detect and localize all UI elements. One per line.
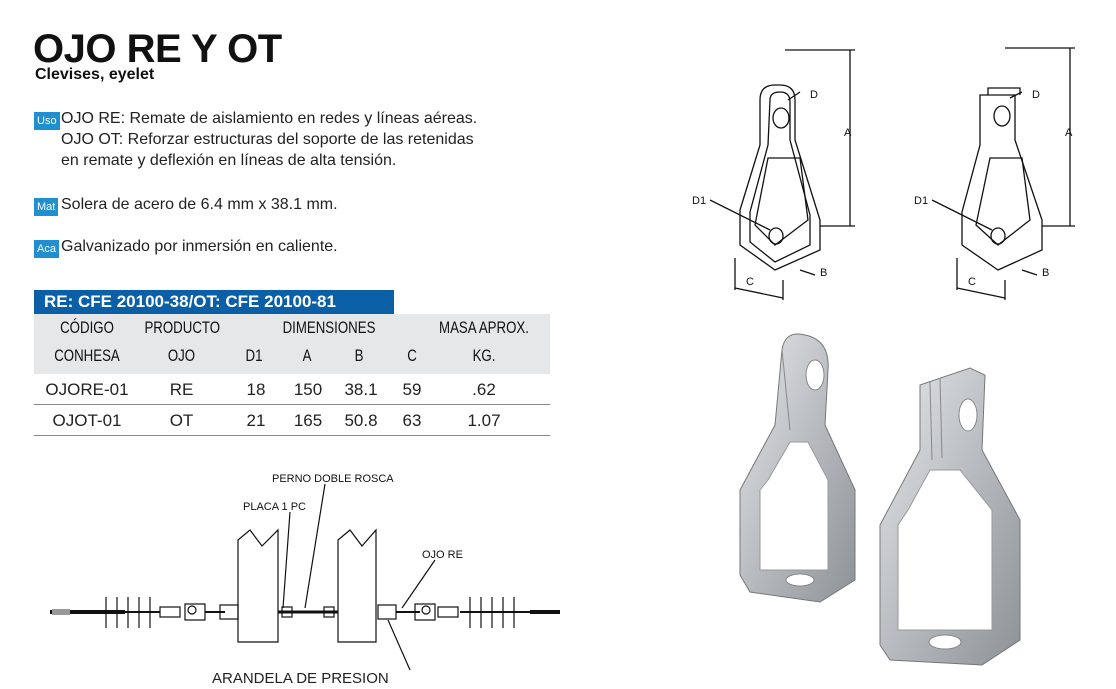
label-arandela: ARANDELA DE PRESION [212,670,389,687]
cell-b: 38.1 [344,380,378,399]
mat-tag: Mat [34,198,58,216]
table-row [34,405,550,436]
ojo-re-render [740,334,855,602]
table-header-row [34,314,550,374]
header-producto-2: OJO [167,346,196,365]
cell-codigo: OJOT-01 [52,411,122,430]
spec-table [34,314,550,436]
uso-line-3: en remate y deflexión en líneas de alta tensión. [61,152,397,169]
page-title: OJO RE Y OT [33,27,282,71]
cell-c: 59 [402,380,422,399]
page-subtitle: Clevises, eyelet [35,66,155,83]
cell-c: 63 [402,411,422,430]
mat-text: Solera de acero de 6.4 mm x 38.1 mm. [61,196,338,213]
header-a: A [302,346,312,365]
uso-line-2: OJO OT: Reforzar estructuras del soporte de las retenidas [61,131,474,148]
dim-label-a: A [844,127,852,139]
label-placa: PLACA 1 PC [243,501,306,513]
cell-masa: 1.07 [467,411,501,430]
assembly-diagram [40,460,580,689]
cell-d1: 21 [246,411,266,430]
header-codigo-1: CÓDIGO [60,318,114,337]
mat-section [34,195,534,217]
aca-tag: Aca [34,240,59,258]
dim-label-d: D [1032,89,1040,101]
dim-label-d1: D1 [914,195,929,207]
header-dimensiones: DIMENSIONES [282,318,376,337]
cell-a: 150 [293,380,323,399]
aca-text: Galvanizado por inmersión en caliente. [61,238,338,255]
table-heading: RE: CFE 20100-38/OT: CFE 20100-81 [34,290,394,314]
cell-a: 165 [293,411,323,430]
cell-masa: .62 [472,380,496,399]
dim-label-d1: D1 [692,195,707,207]
header-c: C [407,346,417,365]
label-ojo-re: OJO RE [422,549,463,561]
cell-producto: OT [169,411,194,430]
ojo-ot-render [880,368,1020,665]
header-d1: D1 [245,346,263,365]
header-codigo-2: CONHESA [54,346,120,365]
dim-label-c: C [968,276,976,288]
label-perno: PERNO DOBLE ROSCA [272,473,394,485]
header-producto-1: PRODUCTO [144,318,221,337]
product-renders [730,330,1060,680]
header-masa-1: MASA APROX. [439,318,529,337]
aca-section [34,237,534,259]
cell-b: 50.8 [344,411,378,430]
cell-d1: 18 [246,380,266,399]
uso-section [34,109,534,169]
table-row [34,374,550,405]
dim-label-b: B [1042,267,1050,279]
uso-line-1: OJO RE: Remate de aislamiento en redes y líneas aéreas. [61,110,478,127]
dimension-drawings [680,40,1100,310]
dim-label-a: A [1065,127,1073,139]
dim-label-d: D [810,89,818,101]
cell-codigo: OJORE-01 [45,380,129,399]
dim-label-c: C [746,276,754,288]
dim-label-b: B [820,267,828,279]
cell-producto: RE [169,380,194,399]
header-masa-2: KG. [472,346,496,365]
uso-tag: Uso [34,112,60,130]
header-b: B [354,346,364,365]
